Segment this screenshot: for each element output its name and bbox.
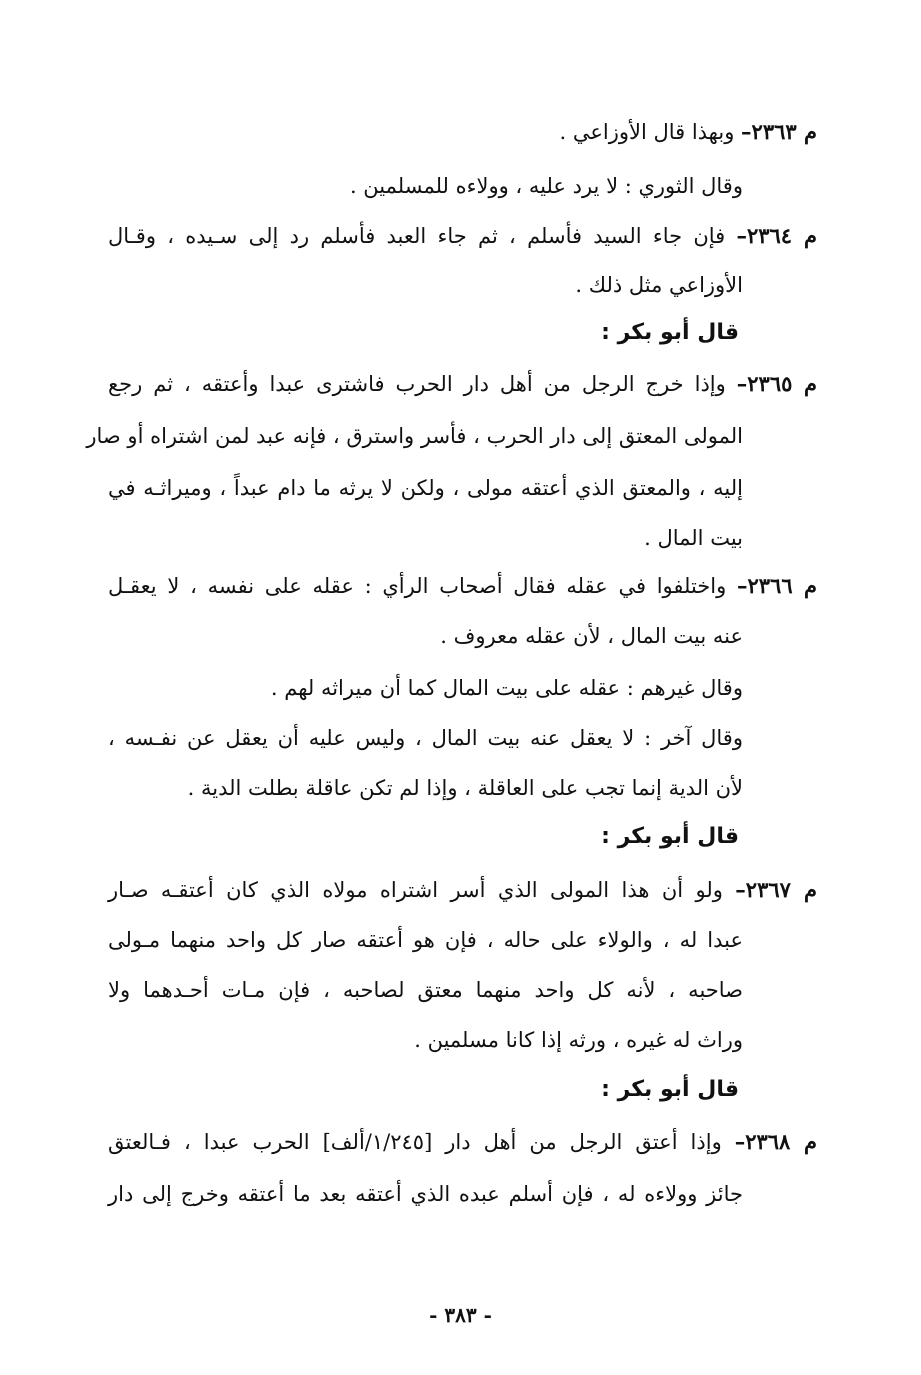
paragraph-text: الأوزاعي مثل ذلك . (575, 273, 743, 297)
paragraph-number: م ٢٣٦٦– (737, 573, 817, 598)
paragraph-text: عنه بيت المال ، لأن عقله معروف . (440, 624, 743, 648)
paragraph-number: م ٢٣٦٤– (736, 223, 817, 248)
section-heading: قال أبو بكر : (601, 320, 739, 345)
paragraph-line (108, 117, 817, 147)
paragraph-line (108, 673, 743, 703)
paragraph-text: وقال الثوري : لا يرد عليه ، وولاءه للمسلمين . (349, 174, 743, 198)
paragraph-number: م ٢٣٦٧– (735, 877, 817, 902)
paragraph-line (108, 369, 817, 399)
paragraph-number: م ٢٣٦٨– (734, 1129, 817, 1154)
paragraph-number: م ٢٣٦٥– (736, 371, 817, 396)
paragraph-text: جائز وولاءه له ، فإن أسلم عبده الذي أعتقه بعد ما أعتقه وخرج إلى دار (108, 1182, 743, 1206)
paragraph-text: واختلفوا في عقله فقال أصحاب الرأي : عقله على نفسه ، لا يعقـل (108, 574, 727, 598)
paragraph-text: وإذا أعتق الرجل من أهل دار [١/٢٤٥/ألف] الحرب عبدا ، فـالعتق (108, 1130, 722, 1154)
paragraph-text: وراث له غيره ، ورثه إذا كانا مسلمين . (414, 1028, 743, 1052)
paragraph-line (108, 773, 743, 803)
paragraph-line (108, 975, 743, 1005)
paragraph-line (108, 925, 743, 955)
paragraph-line (86, 421, 743, 451)
paragraph-line (108, 621, 743, 651)
paragraph-text: لأن الدية إنما تجب على العاقلة ، وإذا لم تكن عاقلة بطلت الدية . (187, 776, 743, 800)
paragraph-line (108, 473, 743, 503)
paragraph-text: عبدا له ، والولاء على حاله ، فإن هو أعتقه صار كل واحد منهما مـولى (108, 928, 743, 952)
paragraph-text: فإن جاء السيد فأسلم ، ثم جاء العبد فأسلم رد إلى سـيده ، وقـال (108, 224, 726, 248)
section-heading: قال أبو بكر : (601, 824, 739, 849)
paragraph-text: صاحبه ، لأنه كل واحد منهما معتق لصاحبه ، فإن مـات أحـدهما ولا (108, 978, 743, 1002)
paragraph-line (108, 523, 743, 553)
paragraph-text: وبهذا قال الأوزاعي . (559, 120, 735, 144)
paragraph-line (108, 1127, 817, 1157)
paragraph-text: بيت المال . (644, 526, 743, 550)
paragraph-text: ولو أن هذا المولى الذي أسر اشتراه مولاه الذي كان أعتقـه صـار (108, 878, 723, 902)
paragraph-line (108, 1025, 743, 1055)
paragraph-line (108, 221, 817, 251)
paragraph-text: المولى المعتق إلى دار الحرب ، فأسر واسترق ، فإنه عبد لمن اشتراه أو صار (86, 424, 743, 448)
paragraph-line (108, 270, 743, 300)
paragraph-text: إليه ، والمعتق الذي أعتقه مولى ، ولكن لا يرثه ما دام عبداً ، وميراثـه في (108, 476, 743, 500)
paragraph-line (108, 171, 743, 201)
paragraph-number: م ٢٣٦٣– (741, 119, 817, 144)
paragraph-line (108, 875, 817, 905)
paragraph-line (108, 1179, 743, 1209)
paragraph-text: وقال غيرهم : عقله على بيت المال كما أن ميراثه لهم . (270, 676, 743, 700)
section-heading: قال أبو بكر : (601, 1077, 739, 1102)
paragraph-line (108, 571, 817, 601)
paragraph-text: وقال آخر : لا يعقل عنه بيت المال ، وليس عليه أن يعقل عن نفـسه ، (108, 726, 743, 750)
page-number: - ٣٨٣ - (429, 1303, 492, 1327)
paragraph-text: وإذا خرج الرجل من أهل دار الحرب فاشترى عبدا وأعتقه ، ثم رجع (108, 372, 726, 396)
paragraph-line (108, 723, 743, 753)
